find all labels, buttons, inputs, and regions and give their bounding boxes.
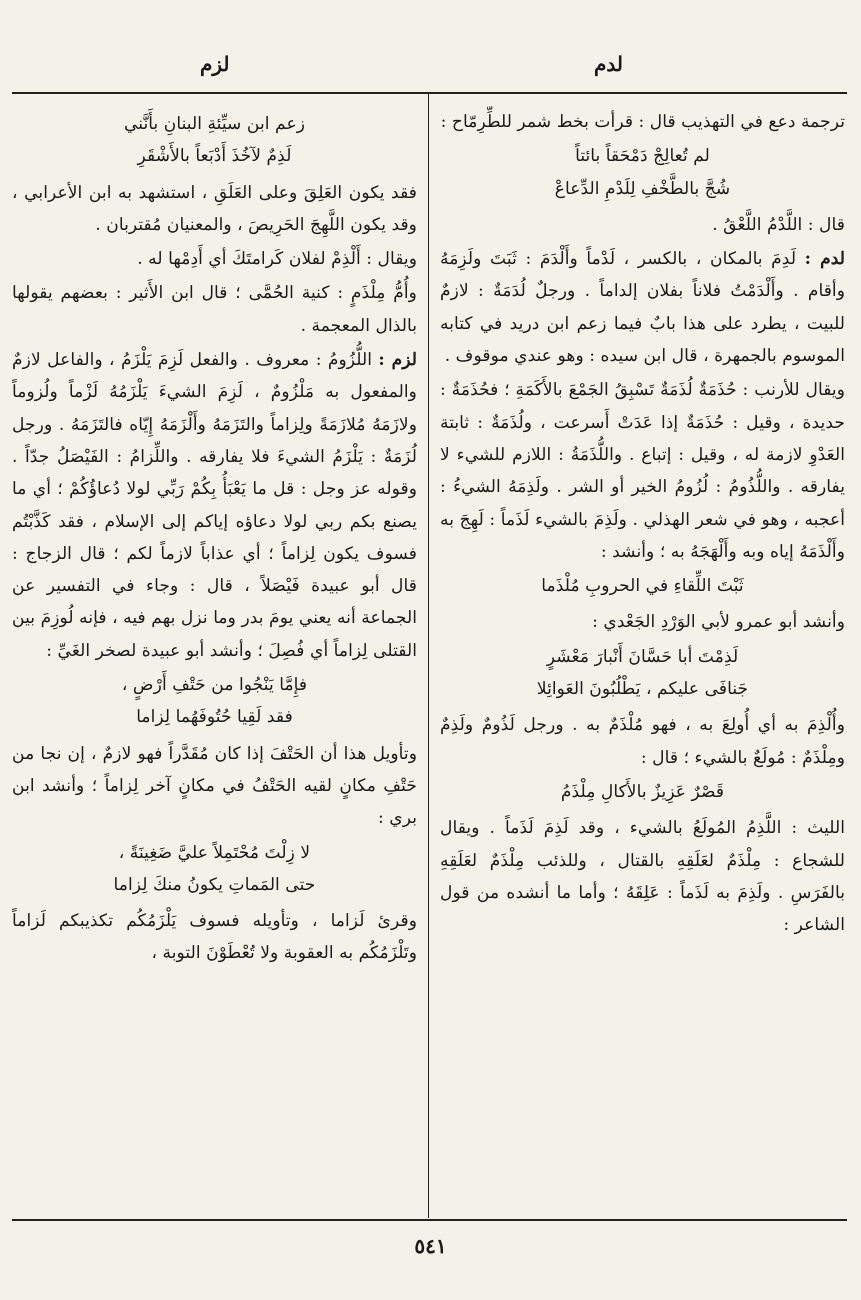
verse-line: لا زِلْتَ مُحْتَمِلاً عليَّ ضَغِينَةً ، (118, 842, 311, 863)
paragraph: الليث : اللَّذِمُ المُولَعُ بالشيء ، وقد لَذِمَ لَذَماً . ويقال للشجاع : مِلْذَمٌ لعَلَقِهِ بالقتال ، وللذئب مِلْذَمٌ لعَلَقِهِ بالفَرَسِ . ولَذِمَ به لَذَماً : عَلِقَهُ ؛ وأما ما أنشده من قول الشاعر : (440, 818, 845, 936)
header-left-word: لزم (200, 52, 230, 76)
verse-line: حتى المَماتِ يكونُ منكَ لِزاما (113, 874, 316, 895)
verse (12, 108, 417, 173)
entry-text: اللُّزُومُ : معروف . والفعل لَزِمَ يَلْزَمُ ، والفاعل لازمٌ والمفعول به مَلْزُومٌ ، لَزِمَ الشيءَ يَلْزَمُهُ لَزْماً ولُزوماً ولازَمَهُ مُلازَمَةً ولِزاماً والتَزَمَهُ وأَلْزَمَهُ إِيّاه فالتَزَمَهُ . ورجل لُزَمَةٌ : يَلْزَمُ الشيءَ فلا يفارقه . واللِّزامُ : الفَيْصَلُ جدّاً . وقوله عز وجل : قل ما يَعْبَأُ بِكُمْ رَبِّي لولا دُعاؤُكُمْ ؛ أي ما يصنع بكم ربي لولا دعاؤه إياكم إلى الإسلام ، فقد كَذَّبْتُم فسوف يكون لِزاماً ؛ أي عذاباً لازماً لكم ؛ قال الزجاج : قال أبو عبيدة فَيْصَلاً ، قال : وجاء في التفسير عن الجماعة أنه يعني يومَ بدر وما نزل بهم فيه ، فإنه لُوزِمَ بين القتلى لِزاماً أي فُصِلَ ؛ وأنشد أبو عبيدة لصخر الغَيِّ : (12, 350, 417, 661)
verse-line: زعم ابن سيِّئةِ البنانِ بأَنَّني (123, 114, 306, 134)
paragraph: ويقال : أَلْذِمْ لفلان كَرامتَكَ أي أَدِمْها له . (137, 249, 417, 270)
entry-head-ldm: لدم : (804, 249, 845, 270)
top-rule (12, 92, 847, 94)
right-column (440, 106, 845, 1206)
paragraph: وأُمُّ مِلْذَمٍ : كنية الحُمَّى ؛ قال ابن الأَثير : بعضهم يقولها بالذال المعجمة . (12, 283, 417, 336)
verse (12, 669, 417, 734)
header-right-word: لدم (594, 52, 623, 76)
verse-line: قَصْرٌ عَزِيزٌ بالأَكالِ مِلْذَمُ (560, 781, 725, 802)
paragraph: ترجمة دعع في التهذيب قال : قرأت بخط شمر للطِّرِمّاح : (440, 112, 845, 132)
paragraph: ويقال للأرنب : حُذَمَةٌ لُذَمَةٌ تَسْبِقُ الجَمْعَ بالأَكَمَةِ ؛ فحُذَمَةٌ : حديدة ، وقيل : حُذَمَةٌ إذا عَدَتْ أَسرعت ، ولُذَمَةٌ : ثابتة العَدْوِ لازمة له ، وقيل : إتباع . واللُّذَمَةُ : اللازم للشيء لا يفارقه . واللُّذُومُ : لُزُومُ الخير أو الشر . ولَذِمَهُ الشيءُ : أعجبه ، وهو في شعر الهذلي . ولَذِمَ بالشيء لَذَماً : لَهِجَ به وأَلْذَمَهُ إياه وبه وأَلْهَجَهُ به ؛ وأنشد : (440, 380, 845, 562)
bottom-rule (12, 1219, 847, 1221)
paragraph: وتأويل هذا أن الحَتْفَ إذا كان مُقَدَّراً فهو لازمٌ ، إن نجا من حَتْفِ مكانٍ لقيه الحَتْفُ في مكانٍ آخر لِزاماً ؛ وأنشد ابن بري : (12, 743, 417, 829)
column-divider (428, 94, 429, 1218)
paragraph: وأنشد أبو عمرو لأبي الوَرْدِ الجَعْدي : (592, 612, 845, 633)
verse (440, 140, 845, 205)
paragraph: فقد يكون العَلِقَ وعلى العَلَقِ ، استشهد به ابن الأعرابي ، وقد يكون اللَّهِجَ الحَرِيصَ ، والمعنيان مُقتربان . (12, 182, 417, 235)
paragraph: قال : اللَّدْمُ اللَّعْقُ . (712, 214, 845, 235)
verse-line: لَذِمٌ لآخُذَ أَدْبَعاً بالأَشْقَرِ (137, 146, 292, 167)
page-number: ٥٤١ (414, 1234, 447, 1258)
verse-line: فقد لَقِيا حُتُوفَهُما لِزاما (136, 707, 293, 728)
verse-line: لم تُعالِجْ دَمْحَقاً بائتاً (575, 146, 710, 167)
verse (440, 570, 845, 602)
entry-head-lzm: لزم : (378, 350, 417, 371)
entry-lzm (12, 344, 417, 667)
verse-line: فإِمَّا يَنْجُوا من حَتْفِ أَرْضٍ ، (121, 675, 308, 696)
verse-line: شُجَّ بالطَّخْفِ لِلَدْمِ الدِّعاعْ (554, 178, 731, 199)
verse (12, 837, 417, 902)
paragraph: وأُلْذِمَ به أي أُولِعَ به ، فهو مُلْذَمٌ به . ورجل لَذُومٌ ولَذِمٌ ومِلْذَمٌ : مُولَعٌ بالشيء ؛ قال : (440, 715, 845, 768)
verse-line: ثَبْتَ اللِّقاءِ في الحروبِ مُلْذَما (541, 576, 744, 597)
verse (440, 641, 845, 706)
verse-line: لَذِمْتَ أبا حَسَّانَ أَنْبارَ مَعْشَرٍ (546, 646, 739, 667)
entry-ldm (440, 243, 845, 372)
paragraph: وقرئ لَزاما ، وتأويله فسوف يَلْزَمُكُم تكذيبكم لَزاماً وتَلْزَمُكُم به العقوبة ولا تُعْطَوْنَ التوبة ، (12, 911, 417, 964)
verse-line: جَنافَى عليكم ، يَطْلُبُونَ العَوائِلا (536, 679, 749, 700)
left-column (12, 106, 417, 1206)
verse (440, 776, 845, 808)
entry-text: لَدِمَ بالمكان ، بالكسر ، لَدْماً وأَلْدَمَ : ثَبَتَ ولَزِمَهُ وأقام . وأَلْدَمْتُ فلاناً بفلان إلداماً . ورجلٌ لُدَمَةٌ : لازمٌ للبيت ، يطرد على هذا بابٌ فيما زعم ابن دريد في كتابه الموسوم بالجمهرة ، قال ابن سيده : وهو عندي موقوف . (440, 249, 845, 367)
